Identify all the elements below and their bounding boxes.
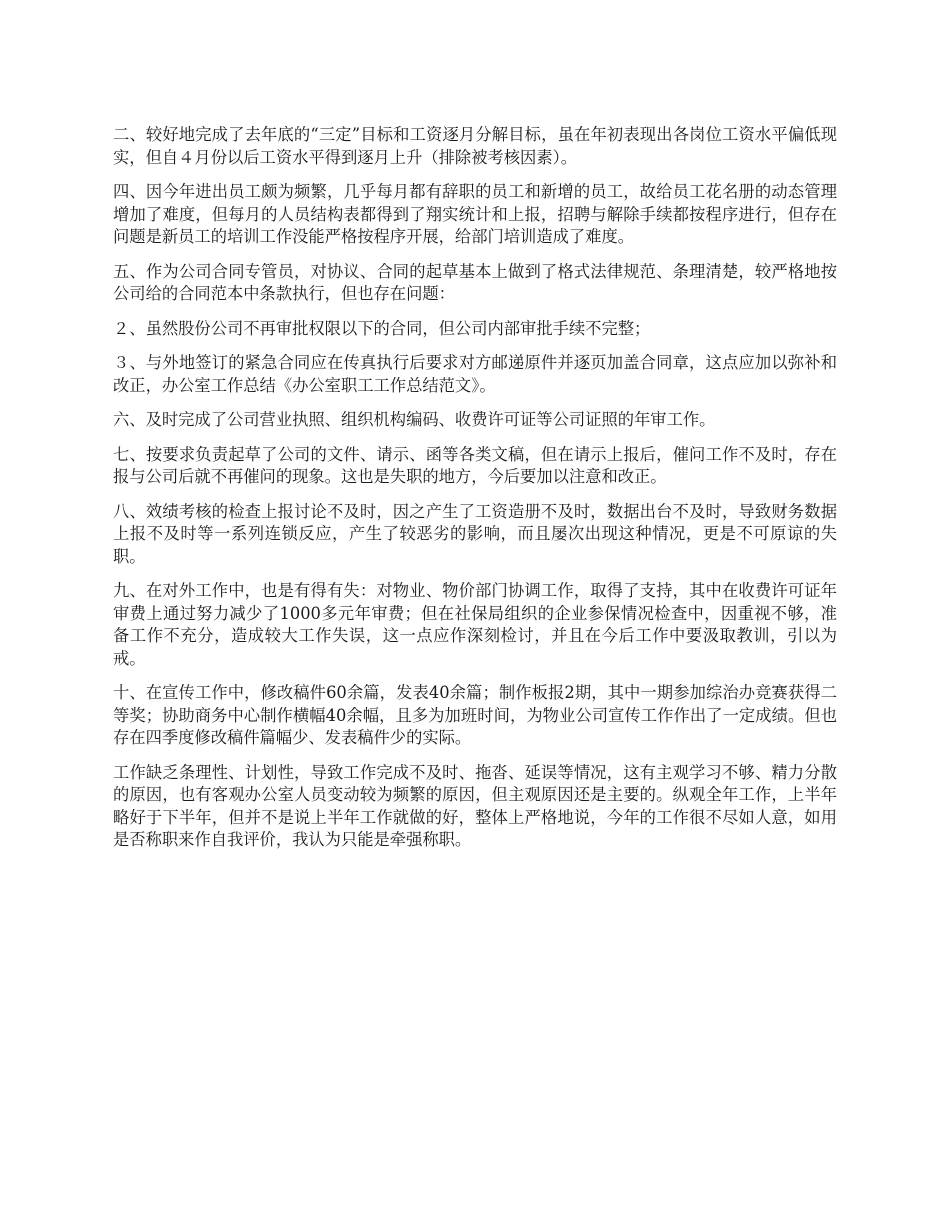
paragraph-8-performance-review: 八、效绩考核的检查上报讨论不及时，因之产生了工资造册不及时，数据出台不及时，导致财务数据上报不及时等一系列连锁反应，产生了较恶劣的影响，而且屡次出现这种情况，更是不可原谅的失职。 [113,501,837,566]
paragraph-2-salary-targets: 二、较好地完成了去年底的“三定”目标和工资逐月分解目标，虽在年初表现出各岗位工资水平偏低现实，但自４月份以后工资水平得到逐月上升（排除被考核因素）。 [113,125,837,167]
paragraph-4-staff-turnover: 四、因今年进出员工颇为频繁，几乎每月都有辞职的员工和新增的员工，故给员工花名册的动态管理增加了难度，但每月的人员结构表都得到了翔实统计和上报，招聘与解除手续都按程序进行，但存在问题是新员工的培训工作没能严格按程序开展，给部门培训造成了难度。 [113,182,837,246]
paragraph-10-publicity-work: 十、在宣传工作中，修改稿件60余篇，发表40余篇；制作板报2期，其中一期参加综治办竞赛获得二等奖；协助商务中心制作横幅40余幅，且多为加班时间，为物业公司宣传工作作出了一定成绩。但也存在四季度修改稿件篇幅少、发表稿件少的实际。 [113,683,837,747]
paragraph-summary-self-evaluation: 工作缺乏条理性、计划性，导致工作完成不及时、拖沓、延误等情况，这有主观学习不够、精力分散的原因，也有客观办公室人员变动较为频繁的原因，但主观原因还是主要的。纵观全年工作，上半年略好于下半年，但并不是说上半年工作就做的好，整体上严格地说，今年的工作很不尽如人意，如用是否称职来作自我评价，我认为只能是牵强称职。 [113,762,837,849]
paragraph-5-item-2: ２、虽然股份公司不再审批权限以下的合同，但公司内部审批手续不完整； [113,318,651,338]
paragraph-5-contract-management: 五、作为公司合同专管员，对协议、合同的起草基本上做到了格式法律规范、条理清楚，较严格地按公司给的合同范本中条款执行，但也存在问题： [113,261,837,303]
paragraph-7-document-drafting: 七、按要求负责起草了公司的文件、请示、函等各类文稿，但在请示上报后，催问工作不及时，存在报与公司后就不再催问的现象。这也是失职的地方，今后要加以注意和改正。 [113,444,837,486]
paragraph-9-external-work: 九、在对外工作中，也是有得有失：对物业、物价部门协调工作，取得了支持，其中在收费许可证年审费上通过努力减少了1000多元年审费；但在社保局组织的企业参保情况检查中，因重视不够，准备工作不充分，造成较大工作失误，这一点应作深刻检讨，并且在今后工作中要汲取教训，引以为戒。 [113,581,837,668]
paragraph-5-item-3: ３、与外地签订的紧急合同应在传真执行后要求对方邮递原件并逐页加盖合同章，这点应加以弥补和改正，办公室工作总结《办公室职工工作总结范文》。 [113,353,837,395]
document-body [113,124,837,864]
paragraph-6-license-review: 六、及时完成了公司营业执照、组织机构编码、收费许可证等公司证照的年审工作。 [113,410,716,429]
